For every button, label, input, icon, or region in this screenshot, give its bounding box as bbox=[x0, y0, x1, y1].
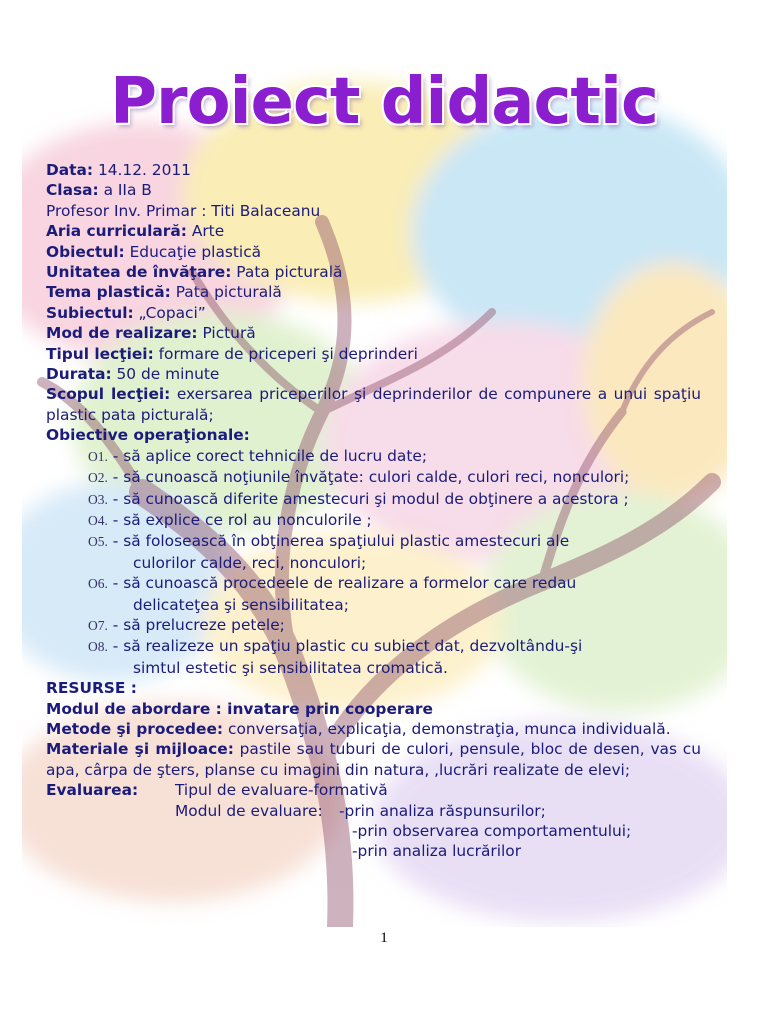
materials-label: Materiale şi mijloace: bbox=[46, 740, 234, 759]
field-plastic-theme bbox=[46, 282, 701, 302]
objectives-list bbox=[46, 446, 701, 678]
objective-number: O5. bbox=[88, 534, 108, 550]
lesson-scope bbox=[46, 384, 701, 425]
field-value: Pictură bbox=[197, 324, 256, 343]
field-label: Aria curriculară: bbox=[46, 222, 187, 241]
field-label: Clasa: bbox=[46, 181, 99, 200]
objective-number: O7. bbox=[88, 617, 108, 633]
field-value: 14.12. 2011 bbox=[93, 161, 191, 179]
objective-text: - să explice ce rol au nonculorile ; bbox=[107, 510, 372, 529]
objectives-heading: Obiective operaţionale: bbox=[46, 426, 250, 445]
field-value: Profesor Inv. Primar : Titi Balaceanu bbox=[46, 201, 321, 220]
objective-text: - să realizeze un spaţiu plastic cu subiect dat, dezvoltându-şi bbox=[107, 637, 583, 656]
objective-item bbox=[88, 531, 701, 552]
field-value: Arte bbox=[186, 222, 225, 241]
field-curricular-area bbox=[46, 221, 701, 241]
objective-number: O8. bbox=[88, 639, 108, 655]
objective-item bbox=[88, 446, 701, 467]
methods-value: conversaţia, explicaţia, demonstraţia, munca individuală. bbox=[223, 719, 671, 738]
objective-item bbox=[88, 489, 701, 510]
evaluation-mode-row bbox=[46, 801, 701, 821]
field-value: Pata picturală bbox=[170, 283, 282, 302]
document-body bbox=[46, 160, 701, 862]
page-number: 1 bbox=[380, 930, 388, 946]
field-realization-mode bbox=[46, 323, 701, 343]
objective-text: - să cunoască noţiunile învăţate: culori calde, culori reci, nonculori; bbox=[107, 468, 630, 487]
field-label: Mod de realizare: bbox=[46, 324, 198, 343]
objective-number: O1. bbox=[88, 448, 108, 464]
evaluation-type: Tipul de evaluare-formativă bbox=[175, 781, 388, 800]
evaluation-method: -prin analiza răspunsurilor; bbox=[339, 801, 546, 820]
materials-value: pastile sau tuburi de culori, pensule, bloc de desen, vas cu apa, cârpa de şters, planse cu imagini din natura, ,lucrări realizate de elevi; bbox=[46, 740, 701, 779]
field-label: Tipul lecţiei: bbox=[46, 344, 154, 363]
objective-continuation: delicateţea şi sensibilitatea; bbox=[133, 595, 349, 614]
field-lesson-type bbox=[46, 344, 701, 364]
objective-text: - să aplice corect tehnicile de lucru date; bbox=[107, 446, 428, 465]
evaluation-method: -prin analiza lucrărilor bbox=[352, 842, 522, 861]
objective-item bbox=[88, 636, 701, 657]
field-label: Data: bbox=[46, 161, 94, 179]
approach-mode: Modul de abordare : invatare prin cooperare bbox=[46, 699, 433, 718]
field-label: Durata: bbox=[46, 365, 112, 384]
evaluation-mode-label: Modul de evaluare: bbox=[175, 801, 323, 820]
field-value: a IIa B bbox=[98, 181, 152, 200]
evaluation-row bbox=[46, 780, 701, 800]
evaluation-method: -prin observarea comportamentului; bbox=[352, 821, 632, 840]
objective-text: - să folosească în obţinerea spaţiului plastic amestecuri ale bbox=[107, 532, 570, 551]
field-value: formare de priceperi şi deprinderi bbox=[153, 344, 418, 363]
field-subject bbox=[46, 242, 701, 262]
field-date bbox=[46, 160, 701, 180]
objective-text: - să cunoască procedeele de realizare a formelor care redau bbox=[107, 574, 577, 593]
evaluation-method-row bbox=[46, 821, 701, 841]
field-value: 50 de minute bbox=[111, 365, 220, 384]
objective-number: O6. bbox=[88, 576, 108, 592]
scope-value: exersarea priceperilor şi deprinderilor de compunere a unui spaţiu plastic pata picturală; bbox=[46, 385, 701, 424]
field-label: Obiectul: bbox=[46, 242, 125, 261]
objective-number: O3. bbox=[88, 491, 108, 507]
objective-item bbox=[88, 573, 701, 594]
field-label: Subiectul: bbox=[46, 303, 134, 322]
field-class bbox=[46, 180, 701, 200]
field-topic bbox=[46, 303, 701, 323]
field-label: Unitatea de învăţare: bbox=[46, 263, 232, 282]
methods-and-procedures bbox=[46, 719, 701, 739]
materials-and-means bbox=[46, 739, 701, 780]
field-teacher bbox=[46, 201, 701, 221]
scope-label: Scopul lecţiei: bbox=[46, 385, 171, 404]
resources-heading: RESURSE : bbox=[46, 679, 137, 698]
field-duration bbox=[46, 364, 701, 384]
objective-item bbox=[88, 467, 701, 488]
field-value: Educaţie plastică bbox=[124, 242, 262, 261]
field-learning-unit bbox=[46, 262, 701, 282]
methods-label: Metode şi procedee: bbox=[46, 719, 224, 738]
objective-number: O4. bbox=[88, 512, 108, 528]
objective-continuation: culorilor calde, reci, nonculori; bbox=[133, 553, 367, 572]
evaluation-method-row bbox=[46, 841, 701, 861]
document-title: Proiect didactic bbox=[110, 65, 658, 139]
field-value: „Copaci” bbox=[133, 303, 206, 322]
objective-item bbox=[88, 510, 701, 531]
objective-number: O2. bbox=[88, 470, 108, 486]
objective-text: - să cunoască diferite amestecuri şi modul de obţinere a acestora ; bbox=[107, 489, 629, 508]
field-label: Tema plastică: bbox=[46, 283, 171, 302]
field-value: Pata picturală bbox=[231, 263, 343, 282]
objective-continuation: simtul estetic şi sensibilitatea cromatică. bbox=[133, 658, 448, 677]
objective-text: - să prelucreze petele; bbox=[107, 615, 285, 634]
evaluation-label: Evaluarea: bbox=[46, 781, 139, 800]
objective-item bbox=[88, 615, 701, 636]
